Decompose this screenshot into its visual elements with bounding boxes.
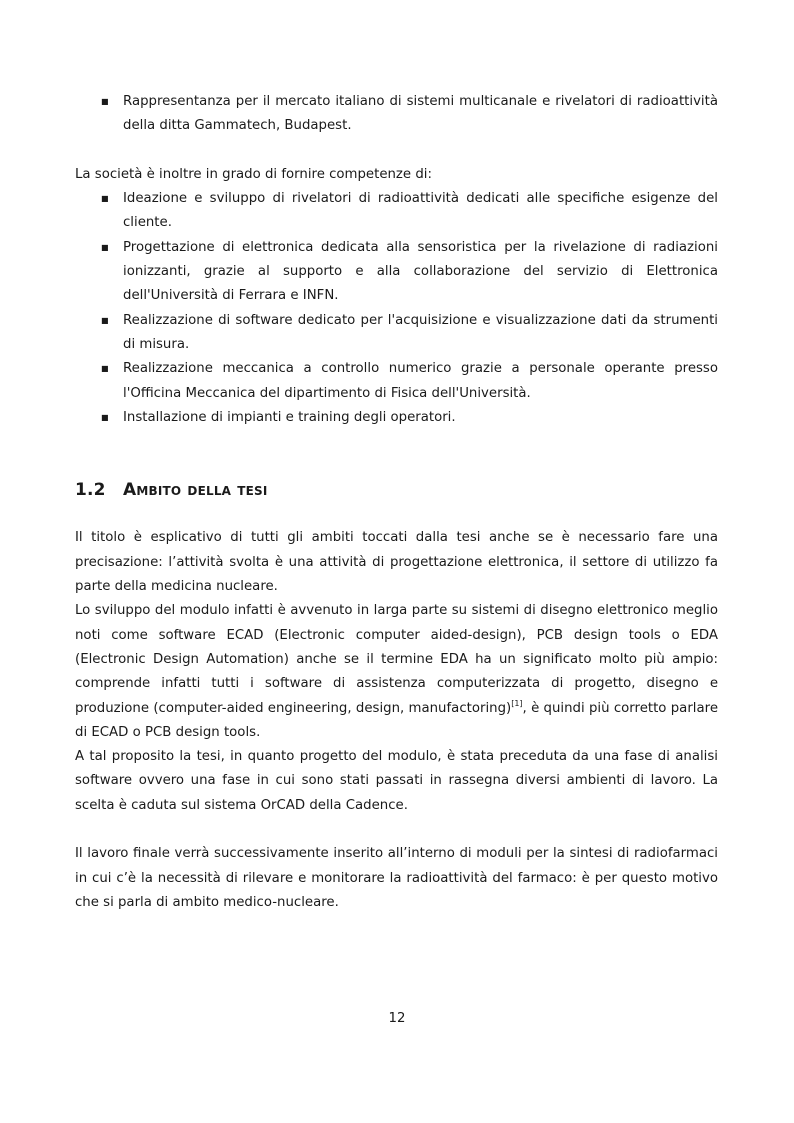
paragraph-text: , è quindi più corretto parlare di ECAD o PCB design tools. [75, 700, 718, 740]
section-number: 1.2 [75, 480, 106, 501]
list-item-text: Ideazione e sviluppo di rivelatori di radioattività dedicati alle specifiche esigenze del cliente. [123, 191, 718, 231]
paragraph-text: Lo sviluppo del modulo infatti è avvenuto in larga parte su sistemi di disegno elettronico meglio noti come software ECAD (Electronic computer aided-design), PCB design tools o EDA (Electronic Design Automation) anche se il termine EDA ha un significato molto più ampio: comprende infatti tutti i software di assistenza computerizzata di progetto, disegno e produzione (computer-aided engineering, design, manufactoring) [75, 603, 718, 716]
intro-list [75, 90, 718, 139]
spacer [75, 139, 718, 163]
square-bullet-icon: ■ [101, 412, 109, 422]
list-item [75, 357, 718, 406]
paragraph: Il lavoro finale verrà successivamente inserito all’interno di moduli per la sintesi di radiofarmaci in cui c’è la necessità di rilevare e monitorare la radioattività del farmaco: è per questo motivo che si parla di ambito medico-nucleare. [75, 846, 718, 910]
square-bullet-icon: ■ [101, 364, 109, 374]
list-item-text: Realizzazione di software dedicato per l'acquisizione e visualizzazione dati da strumenti di misura. [123, 312, 718, 352]
paragraph [75, 599, 718, 745]
competence-list [75, 187, 718, 430]
list-item [75, 187, 718, 236]
list-item [75, 309, 718, 358]
spacer [75, 502, 718, 526]
square-bullet-icon: ■ [101, 97, 109, 106]
section-title: Ambito della tesi [123, 480, 268, 501]
list-item-text: Rappresentanza per il mercato italiano di sistemi multicanale e rivelatori di radioattività della ditta Gammatech, Budapest. [123, 94, 718, 134]
list-item [75, 90, 718, 139]
spacer [75, 430, 718, 478]
square-bullet-icon: ■ [101, 194, 109, 204]
page-number: 12 [388, 1011, 406, 1026]
list-item [75, 236, 718, 309]
list-item-text: Installazione di impianti e training degli operatori. [123, 409, 456, 425]
competence-intro: La società è inoltre in grado di fornire competenze di: [75, 166, 432, 182]
citation-reference[interactable]: [1] [511, 698, 523, 708]
paragraph: A tal proposito la tesi, in quanto progetto del modulo, è stata preceduta da una fase di analisi software ovvero una fase in cui sono stati passati in rassegna diversi ambienti di lavoro. La scelta è caduta sul sistema OrCAD della Cadence. [75, 749, 718, 813]
list-item [75, 406, 718, 430]
section-heading [75, 478, 718, 502]
spacer [75, 818, 718, 842]
list-item-text: Realizzazione meccanica a controllo numerico grazie a personale operante presso l'Officina Meccanica del dipartimento di Fisica dell'Università. [123, 361, 718, 401]
square-bullet-icon: ■ [101, 242, 109, 252]
page-body [75, 90, 718, 915]
square-bullet-icon: ■ [101, 315, 109, 325]
paragraph: Il titolo è esplicativo di tutti gli ambiti toccati dalla tesi anche se è necessario fare una precisazione: l’attività svolta è una attività di progettazione elettronica, il settore di utilizzo fa parte della medicina nucleare. [75, 530, 718, 595]
list-item-text: Progettazione di elettronica dedicata alla sensoristica per la rivelazione di radiazioni ionizzanti, grazie al supporto e alla collaborazione del servizio di Elettronica dell'Università di Ferrara e INFN. [123, 239, 718, 304]
